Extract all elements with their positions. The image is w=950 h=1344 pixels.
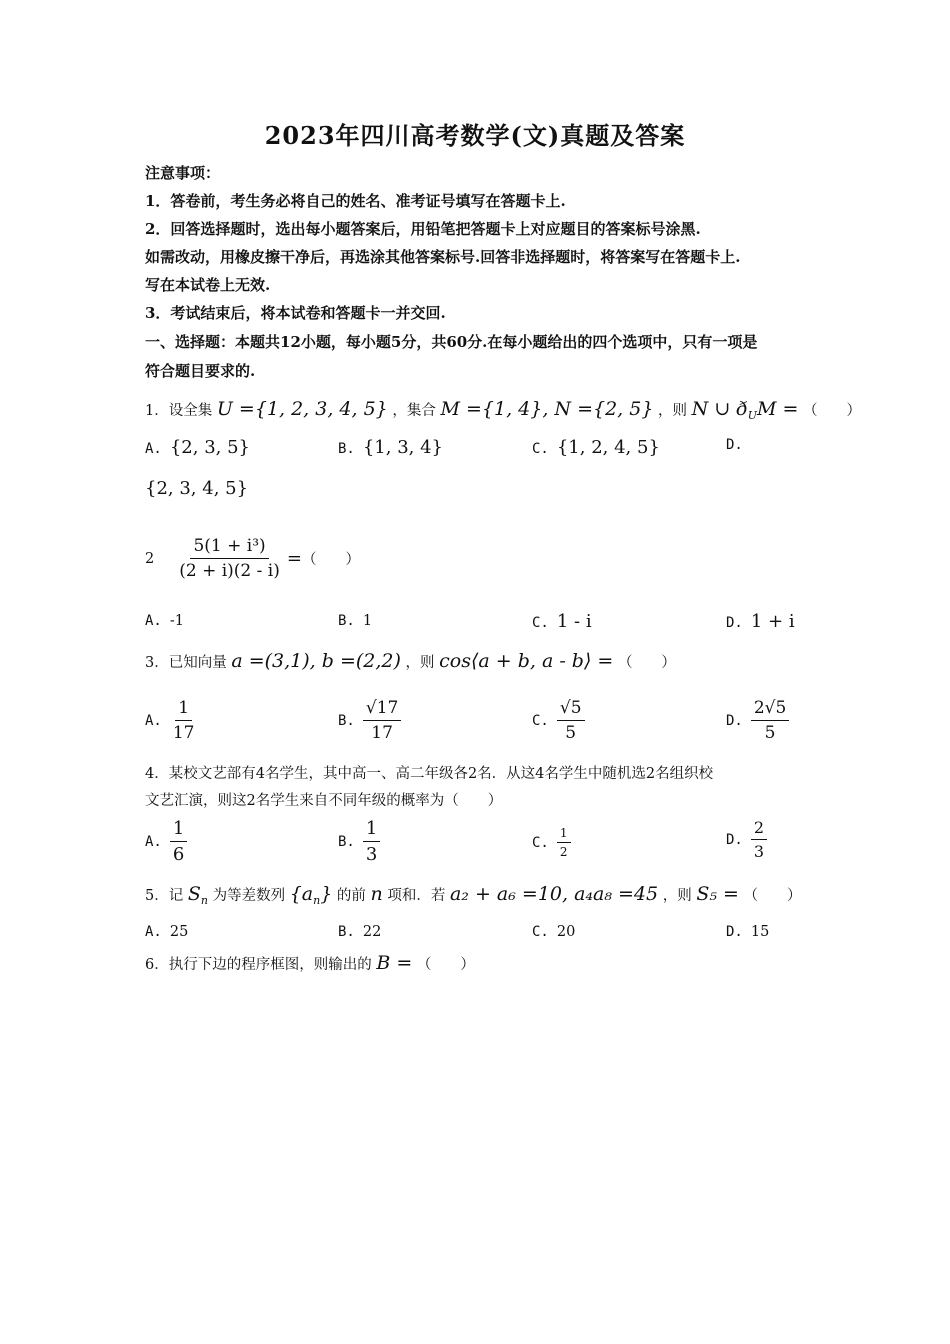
- q4-option-b[interactable]: B. $\frac{1}{3}$: [338, 818, 380, 865]
- question-4-stem-cont: 文艺汇演，则这2名学生来自不同年级的概率为（ ）: [145, 793, 503, 809]
- q1-option-d[interactable]: D.: [726, 437, 743, 453]
- sequence-condition: a₂ + a₆ =10, a₄a₈ =45: [449, 883, 659, 905]
- question-3-stem: 3．已知向量 a =(3,1), b =(2,2) ，则 cos⟨a + b, a - b⟩ = （ ）: [145, 650, 676, 672]
- section-heading: 一、选择题：本题共12小题，每小题5分，共60分.在每小题给出的四个选项中，只有一项是: [145, 333, 758, 351]
- s5-expression: S₅ =: [696, 883, 739, 905]
- q5-option-c[interactable]: C. 20: [532, 924, 576, 940]
- q3-option-d[interactable]: D. $\frac{2√5}{5}$: [726, 698, 789, 743]
- cos-expression: cos⟨a + b, a - b⟩ =: [439, 650, 614, 672]
- q5-option-b[interactable]: B. 22: [338, 924, 382, 940]
- q3-option-c[interactable]: C. $\frac{√5}{5}$: [532, 698, 585, 743]
- q1-option-d-value: {2, 3, 4, 5}: [145, 478, 249, 499]
- question-5-stem: 5．记 $S_n$ 为等差数列 $\{a_n\}$ 的前 n 项和．若 a₂ + a₆ =10, a₄a₈ =45 ，则 S₅ = （ ）: [145, 883, 802, 907]
- set-expression: N ∪ $ð_UM$ =: [691, 398, 799, 422]
- q1-option-b[interactable]: B. {1, 3, 4}: [338, 437, 444, 458]
- page-title: 2023年四川高考数学(文)真题及答案: [264, 121, 686, 150]
- question-2-stem: 2 $\frac{\text{5(1 + i³)}}{(2 + i)(2 - i)}$ = （ ）: [145, 536, 360, 581]
- q4-option-c[interactable]: C. $\frac{1}{2}$: [532, 826, 571, 859]
- q4-option-d[interactable]: D. $\frac{2}{3}$: [726, 818, 767, 861]
- q4-option-a[interactable]: A. $\frac{1}{6}$: [145, 818, 187, 865]
- notice-item-1: 1．答卷前，考生务必将自己的姓名、准考证号填写在答题卡上.: [145, 192, 566, 210]
- sequence-an: $\{a_n\}$: [289, 883, 333, 907]
- q2-option-d[interactable]: D. 1 + i: [726, 611, 795, 632]
- question-6-stem: 6．执行下边的程序框图，则输出的 B = （ ）: [145, 952, 475, 974]
- notice-item-2: 2．回答选择题时，选出每小题答案后，用铅笔把答题卡上对应题目的答案标号涂黑.: [145, 220, 701, 238]
- vector-values: a =(3,1), b =(2,2): [231, 650, 401, 672]
- notice-item-2-cont: 如需改动，用橡皮擦干净后，再选涂其他答案标号.回答非选择题时，将答案写在答题卡上.: [145, 248, 741, 266]
- universal-set: U ={1, 2, 3, 4, 5}: [216, 398, 388, 420]
- q2-option-c[interactable]: C. 1 - i: [532, 611, 592, 632]
- section-heading-cont: 符合题目要求的.: [145, 362, 256, 380]
- q1-option-c[interactable]: C. {1, 2, 4, 5}: [532, 437, 660, 458]
- question-1-stem: 1．设全集 U ={1, 2, 3, 4, 5} ，集合 M ={1, 4}, N ={2, 5} ，则 N ∪ $ð_UM$ = （ ）: [145, 398, 862, 422]
- q1-option-a[interactable]: A. {2, 3, 5}: [145, 437, 251, 458]
- q5-option-a[interactable]: A. 25: [145, 924, 189, 940]
- q2-option-a[interactable]: A. -1: [145, 613, 184, 629]
- notice-heading: 注意事项：: [145, 164, 221, 182]
- question-4-stem: 4．某校文艺部有4名学生，其中高一、高二年级各2名．从这4名学生中随机选2名组织校: [145, 766, 714, 782]
- q5-option-d[interactable]: D. 15: [726, 924, 770, 940]
- q2-fraction: $\frac{\text{5(1 + i³)}}{(2 + i)(2 - i)}$: [179, 536, 280, 581]
- q2-option-b[interactable]: B. 1: [338, 613, 373, 629]
- notice-item-2-end: 写在本试卷上无效.: [145, 276, 271, 294]
- q3-option-a[interactable]: A. $\frac{1}{17}$: [145, 698, 195, 743]
- notice-item-3: 3．考试结束后，将本试卷和答题卡一并交回.: [145, 304, 446, 322]
- q3-option-b[interactable]: B. $\frac{√17}{17}$: [338, 698, 401, 743]
- sum-sn: $S_n$: [187, 883, 208, 907]
- sets-m-n: M ={1, 4}, N ={2, 5}: [440, 398, 654, 420]
